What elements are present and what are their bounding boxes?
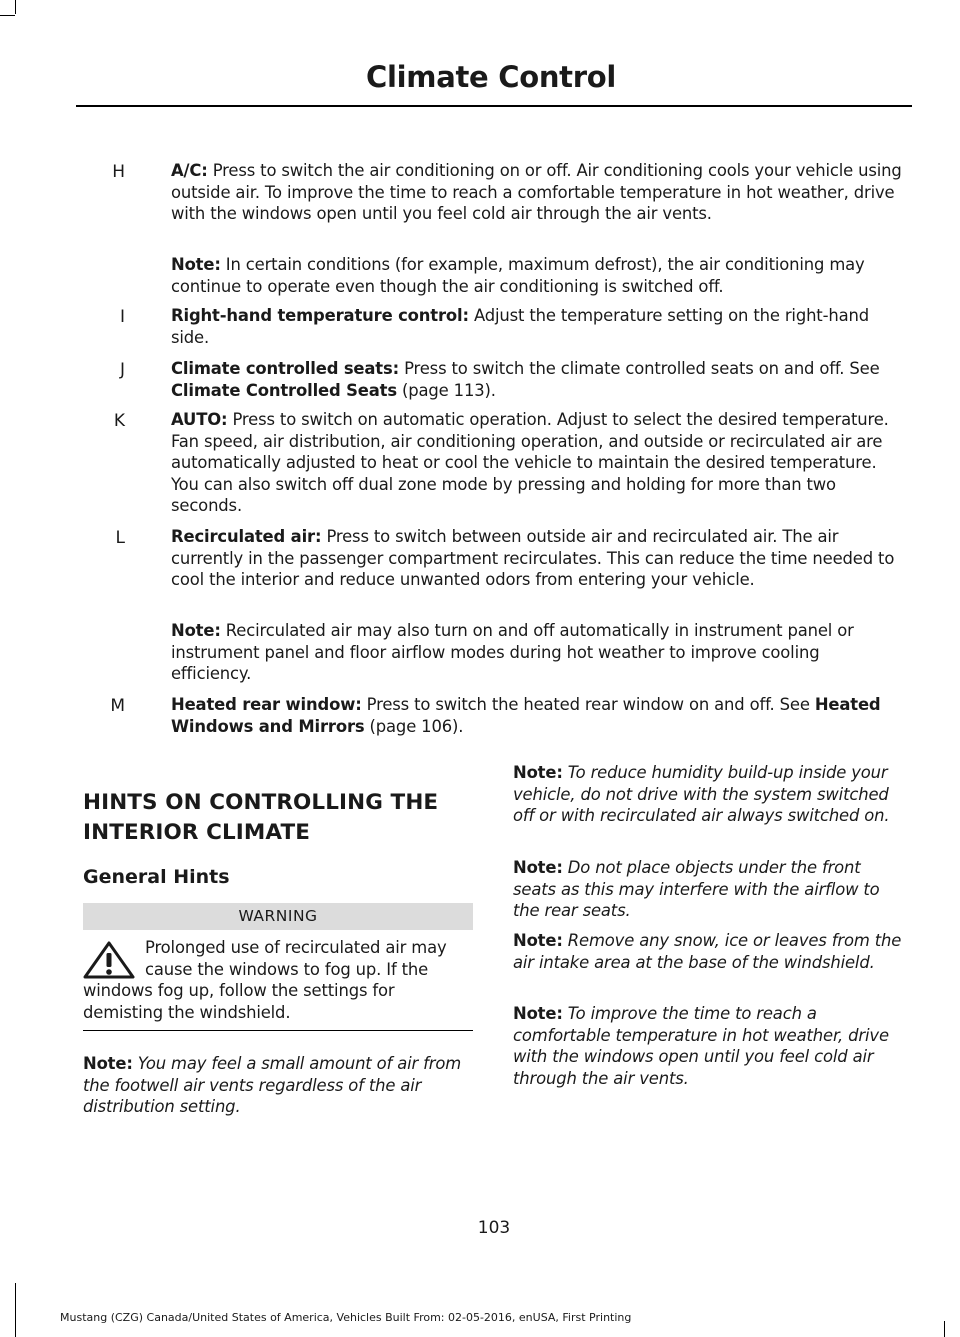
item-key: J xyxy=(119,360,125,380)
item-key: L xyxy=(115,528,125,548)
note-text: To reduce humidity build-up inside your vehicle, do not drive with the system switched off or with recirculated air always switched on. xyxy=(513,763,890,825)
item-text: Press to switch on automatic operation. Adjust to select the desired temperature. Fan speed, air distribution, air conditioning operation, and outside or recirculated air are automatically adjusted to heat or cool the vehicle to maintain the desired temperature. You can also switch off dual zone mode by pressing and holding for more than two seconds. xyxy=(171,410,889,515)
note-text: In certain conditions (for example, maximum defrost), the air conditioning may continue to operate even though the air conditioning is switched off. xyxy=(171,255,865,296)
item-note xyxy=(171,254,903,297)
note-label: Note: xyxy=(171,255,221,274)
item-text: Press to switch between outside air and recirculated air. The air currently in the passenger compartment recirculates. This can reduce the time needed to cool the interior and reduce unwanted odors from entering your vehicle. xyxy=(171,527,895,589)
warning-body: Prolonged use of recirculated air may cause the windows to fog up. If the windows fog up, follow the settings for demisting the windshield. xyxy=(83,938,447,1022)
item-label: Right-hand temperature control: xyxy=(171,306,469,325)
item-key: H xyxy=(112,162,125,182)
item-note xyxy=(171,620,903,685)
item-key: M xyxy=(110,696,125,716)
crop-mark xyxy=(944,1321,945,1337)
footer: Mustang (CZG) Canada/United States of America, Vehicles Built From: 02-05-2016, enUSA, First Printing xyxy=(60,1311,632,1324)
item-description xyxy=(171,358,903,401)
item-key: I xyxy=(119,307,125,327)
item-key: K xyxy=(113,411,125,431)
note-paragraph xyxy=(83,1053,475,1118)
warning-text xyxy=(83,937,475,1023)
item-label: A/C: xyxy=(171,161,208,180)
item-label: AUTO: xyxy=(171,410,228,429)
page-reference: (page 113). xyxy=(396,380,496,400)
note-label: Note: xyxy=(513,858,563,877)
crop-mark xyxy=(15,0,16,14)
item-text: Adjust the temperature setting on the right-hand side. xyxy=(171,306,869,347)
warning-icon xyxy=(83,941,135,979)
item-text: Press to switch the air conditioning on or off. Air conditioning cools your vehicle using outside air. To improve the time to reach a comfortable temperature in hot weather, drive with the windows open until you feel cold air through the air vents. xyxy=(171,161,902,223)
note-label: Note: xyxy=(513,763,563,782)
warning-banner: WARNING xyxy=(83,903,473,930)
item-label: Recirculated air: xyxy=(171,527,322,546)
item-description xyxy=(171,694,903,737)
note-text: Recirculated air may also turn on and off automatically in instrument panel or instrument panel and floor airflow modes during hot weather to improve cooling efficiency. xyxy=(171,621,854,683)
note-text: Remove any snow, ice or leaves from the air intake area at the base of the windshield. xyxy=(513,931,902,972)
note-label: Note: xyxy=(171,621,221,640)
note-text: To improve the time to reach a comfortable temperature in hot weather, drive with the windows open until you feel cold air through the air vents. xyxy=(513,1004,889,1088)
header-rule xyxy=(76,105,912,107)
note-label: Note: xyxy=(513,931,563,950)
item-description xyxy=(171,305,903,348)
note-paragraph xyxy=(513,762,908,827)
page-title: Climate Control xyxy=(366,60,616,94)
note-text: You may feel a small amount of air from the footwell air vents regardless of the air distribution setting. xyxy=(83,1054,462,1116)
item-label: Heated rear window: xyxy=(171,695,362,714)
note-label: Note: xyxy=(83,1054,133,1073)
page-number: 103 xyxy=(477,1218,511,1238)
item-description xyxy=(171,160,903,225)
cross-reference-link[interactable]: Heated Windows and Mirrors xyxy=(171,695,881,736)
page-reference: (page 106). xyxy=(364,716,464,736)
crop-mark xyxy=(15,1283,16,1337)
section-heading: HINTS ON CONTROLLING THE xyxy=(83,790,439,815)
warning-rule xyxy=(83,1030,473,1031)
item-label: Climate controlled seats: xyxy=(171,359,400,378)
note-paragraph xyxy=(513,857,908,922)
note-label: Note: xyxy=(513,1004,563,1023)
subsection-heading: General Hints xyxy=(83,866,230,888)
section-heading: INTERIOR CLIMATE xyxy=(83,820,311,845)
note-text: Do not place objects under the front seats as this may interfere with the airflow to the rear seats. xyxy=(513,858,880,920)
note-paragraph xyxy=(513,930,908,973)
item-description xyxy=(171,526,903,591)
note-paragraph xyxy=(513,1003,908,1089)
crop-mark xyxy=(0,15,15,16)
item-text: Press to switch the heated rear window on and off. See xyxy=(361,695,815,714)
item-description xyxy=(171,409,903,517)
cross-reference-link[interactable]: Climate Controlled Seats xyxy=(171,380,397,400)
item-text: Press to switch the climate controlled seats on and off. See xyxy=(399,359,880,378)
